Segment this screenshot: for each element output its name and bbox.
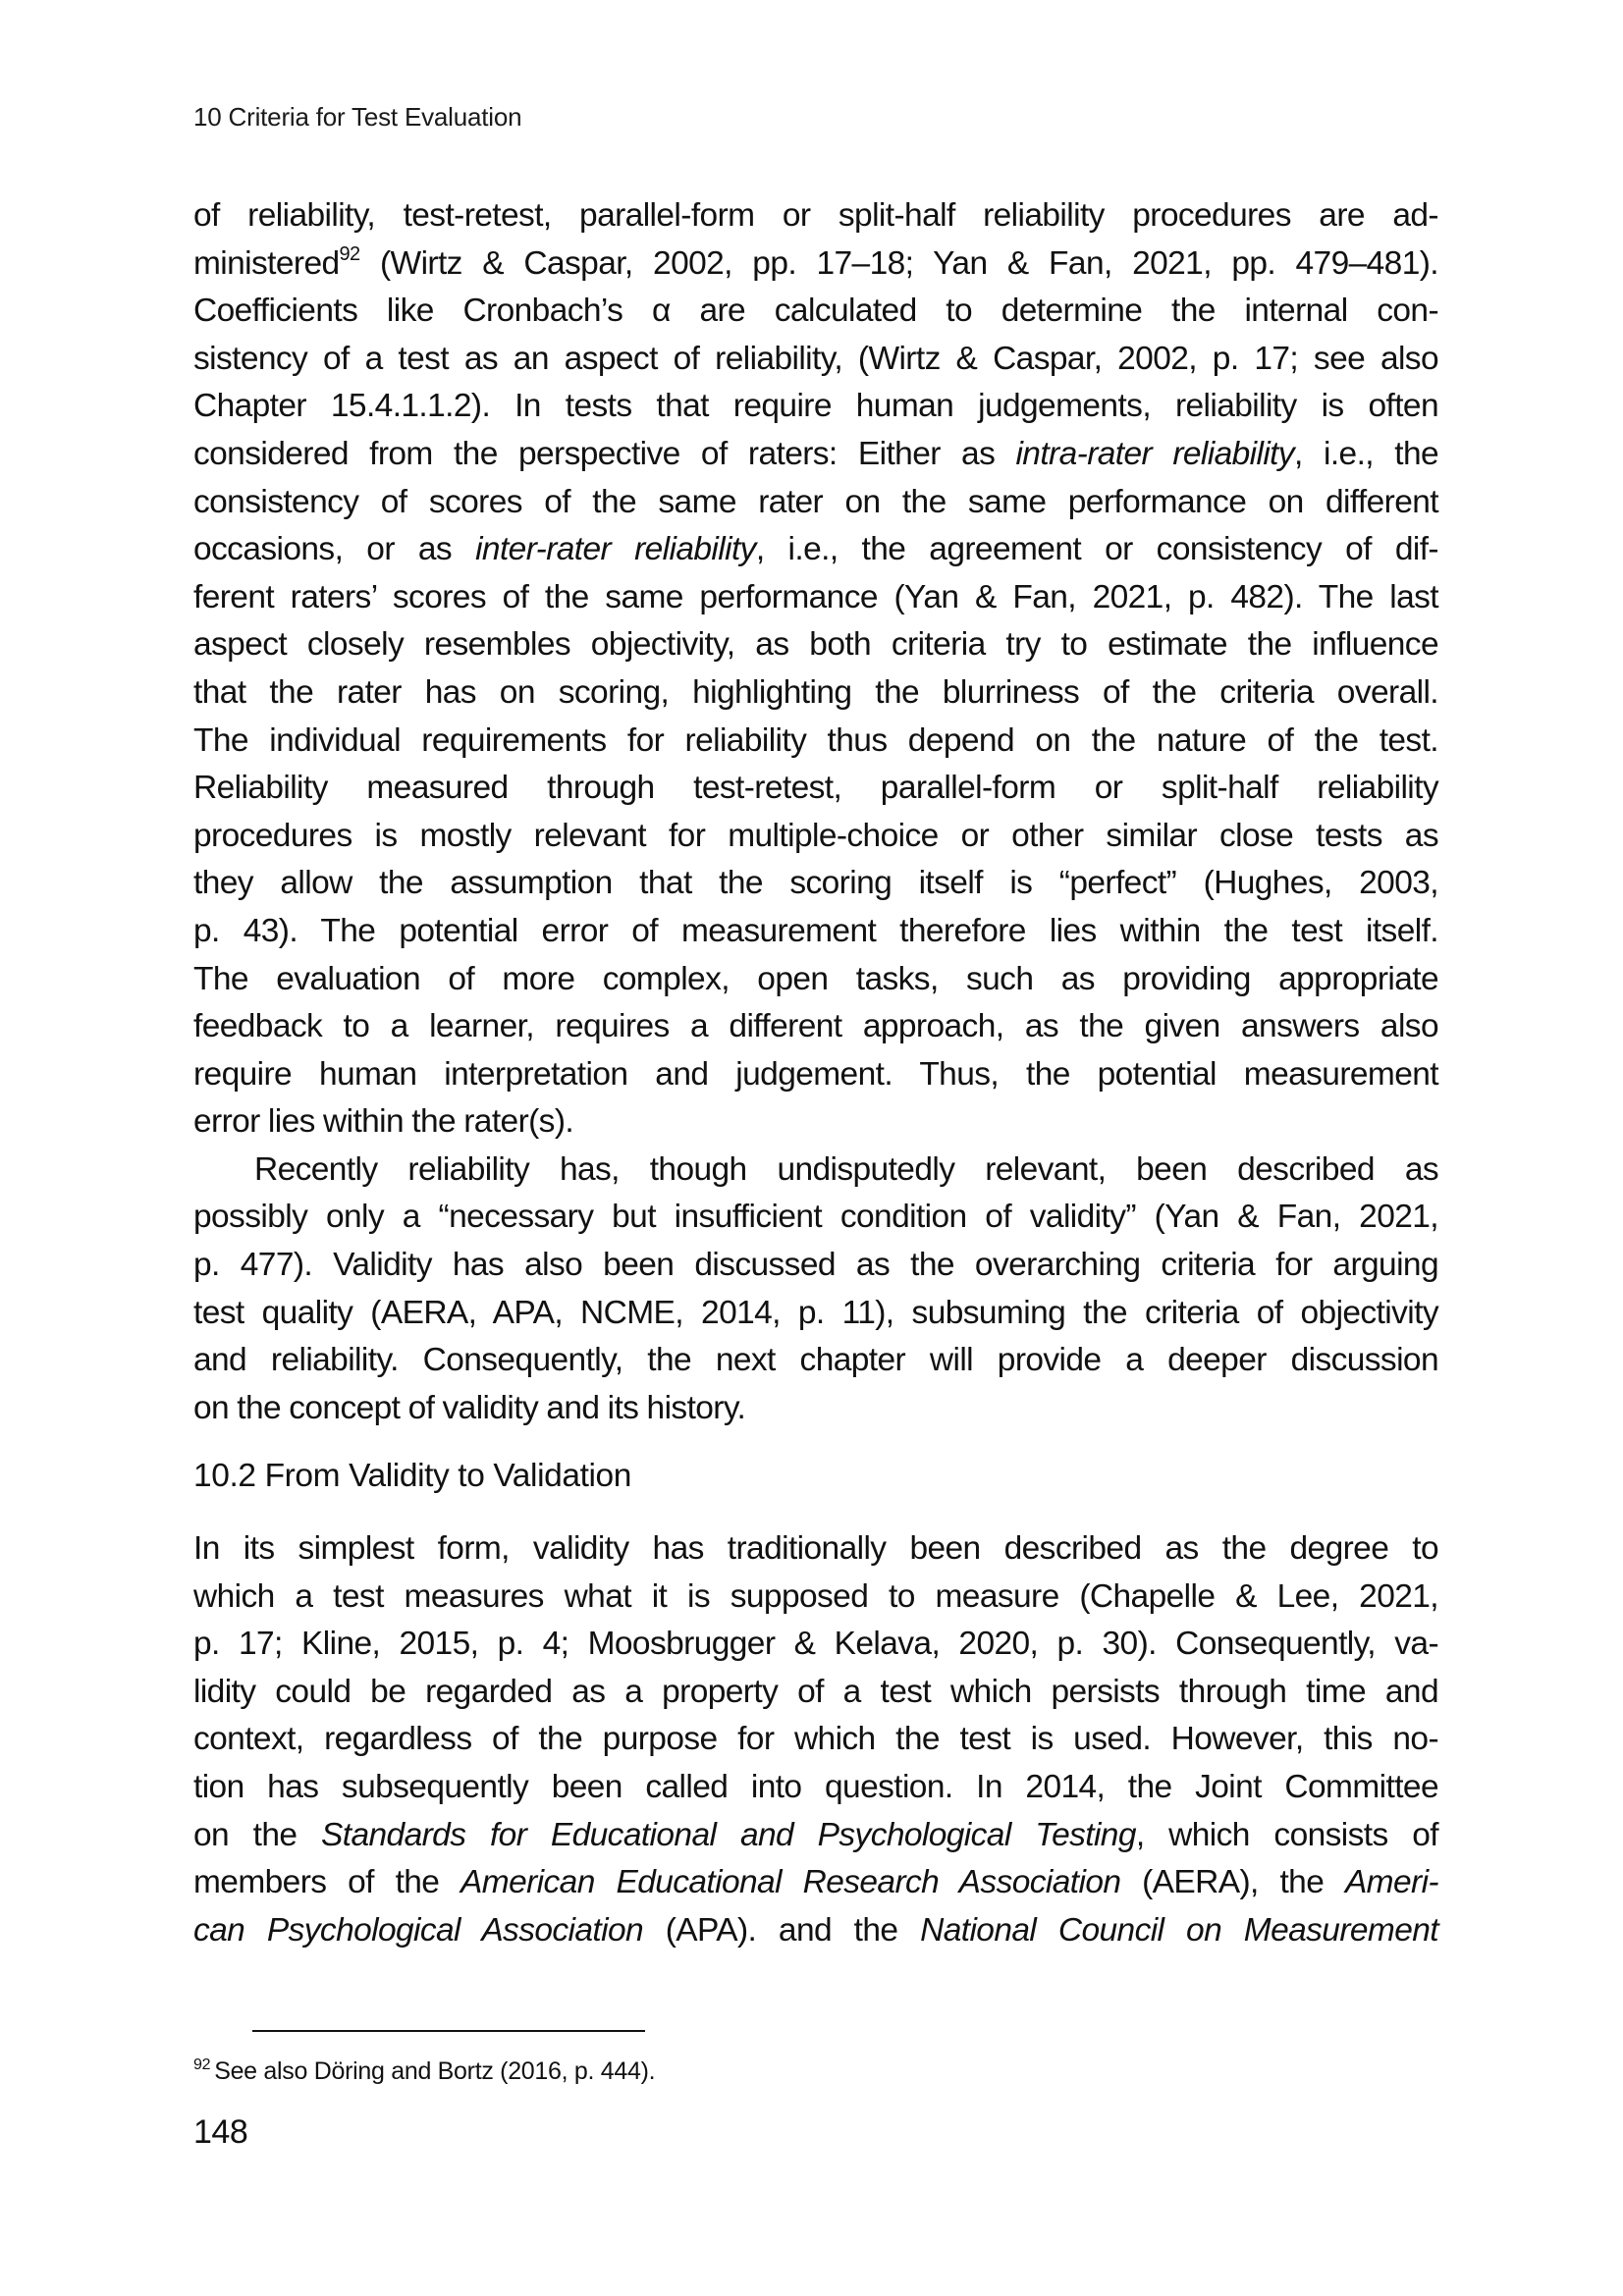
section-number: 10.2 <box>193 1458 256 1494</box>
text-line: on the Standards for Educational and Psychological Testing, which consists of <box>193 1816 1438 1853</box>
footnote-separator <box>252 2030 645 2032</box>
text-line: require human interpretation and judgement. Thus, the potential measurement <box>193 1055 1438 1093</box>
footnote-reference[interactable]: 92 <box>339 242 360 265</box>
text-line: they allow the assumption that the scoring itself is “perfect” (Hughes, 2003, <box>193 865 1438 902</box>
section-heading <box>193 1455 631 1498</box>
text-line: tion has subsequently been called into question. In 2014, the Joint Committee <box>193 1768 1438 1805</box>
text-line: The evaluation of more complex, open tasks, such as providing appropriate <box>193 960 1438 997</box>
italic-organization: Ameri- <box>1344 1864 1438 1901</box>
text-line: members of the American Educational Research Association (AERA), the Ameri- <box>193 1864 1438 1901</box>
text-line: and reliability. Consequently, the next chapter will provide a deeper discussion <box>193 1342 1438 1379</box>
text-line: sistency of a test as an aspect of reliability, (Wirtz & Caspar, 2002, p. 17; see also <box>193 340 1438 377</box>
text-line: of reliability, test-retest, parallel-form or split-half reliability procedures are ad- <box>193 197 1438 234</box>
footnote-number: 92 <box>193 2056 211 2073</box>
text-line: error lies within the rater(s). <box>193 1103 574 1141</box>
text-line: Reliability measured through test-retest, parallel-form or split-half reliability <box>193 770 1438 807</box>
text-line: consistency of scores of the same rater on the same performance on different <box>193 483 1438 520</box>
text-line: The individual requirements for reliability thus depend on the nature of the test. <box>193 721 1438 759</box>
text-line: aspect closely resembles objectivity, as both criteria try to estimate the influence <box>193 626 1438 664</box>
body-paragraph-validity <box>193 1525 1438 1954</box>
text-line: considered from the perspective of raters: Either as intra-rater reliability, i.e., the <box>193 435 1438 472</box>
text-line: Chapter 15.4.1.1.2). In tests that require human judgements, reliability is often <box>193 388 1438 425</box>
italic-term: inter-rater reliability <box>475 531 756 568</box>
text-line: feedback to a learner, requires a different approach, as the given answers also <box>193 1008 1438 1045</box>
text-line: possibly only a “necessary but insufficient condition of validity” (Yan & Fan, 2021, <box>193 1199 1438 1236</box>
text-line: Coefficients like Cronbach’s α are calculated to determine the internal con- <box>193 293 1438 330</box>
text-line: which a test measures what it is supposed to measure (Chapelle & Lee, 2021, <box>193 1577 1438 1615</box>
italic-organization: American Educational Research Association <box>460 1864 1121 1901</box>
italic-organization: National Council on Measurement <box>920 1911 1438 1949</box>
text-line: Recently reliability has, though undisputedly relevant, been described as <box>254 1150 1438 1188</box>
italic-title: Standards for Educational and Psychological Testing <box>321 1816 1136 1853</box>
footnote-text: See also Döring and Bortz (2016, p. 444). <box>214 2057 656 2085</box>
text-line: that the rater has on scoring, highlighting the blurriness of the criteria overall. <box>193 673 1438 711</box>
text-line: procedures is mostly relevant for multiple-choice or other similar close tests as <box>193 817 1438 854</box>
text-line: context, regardless of the purpose for which the test is used. However, this no- <box>193 1721 1438 1758</box>
running-header: 10 Criteria for Test Evaluation <box>193 102 522 132</box>
text-line: occasions, or as inter-rater reliability, i.e., the agreement or consistency of dif- <box>193 531 1438 568</box>
text-line: p. 477). Validity has also been discussed as the overarching criteria for arguing <box>193 1247 1438 1284</box>
text-line: can Psychological Association (APA). and the National Council on Measurement <box>193 1911 1438 1949</box>
text-line: In its simplest form, validity has traditionally been described as the degree to <box>193 1530 1438 1567</box>
italic-organization: can Psychological Association <box>193 1911 644 1949</box>
text-line: lidity could be regarded as a property of a test which persists through time and <box>193 1673 1438 1710</box>
page-number: 148 <box>193 2113 248 2151</box>
text-line: ministered$^{92}$ (Wirtz & Caspar, 2002, pp. 17–18; Yan & Fan, 2021, pp. 479–481). <box>193 242 1438 282</box>
body-paragraph-reliability <box>193 192 1438 1432</box>
text-line: test quality (AERA, APA, NCME, 2014, p. 11), subsuming the criteria of objectivity <box>193 1294 1438 1331</box>
footnote <box>193 2056 655 2087</box>
section-title: From Validity to Validation <box>264 1458 631 1494</box>
text-line: p. 17; Kline, 2015, p. 4; Moosbrugger & Kelava, 2020, p. 30). Consequently, va- <box>193 1626 1438 1663</box>
text-line: p. 43). The potential error of measurement therefore lies within the test itself. <box>193 912 1438 949</box>
text-line: ferent raters’ scores of the same performance (Yan & Fan, 2021, p. 482). The last <box>193 578 1438 615</box>
text-line: on the concept of validity and its history. <box>193 1389 746 1426</box>
italic-term: intra-rater reliability <box>1015 435 1295 472</box>
